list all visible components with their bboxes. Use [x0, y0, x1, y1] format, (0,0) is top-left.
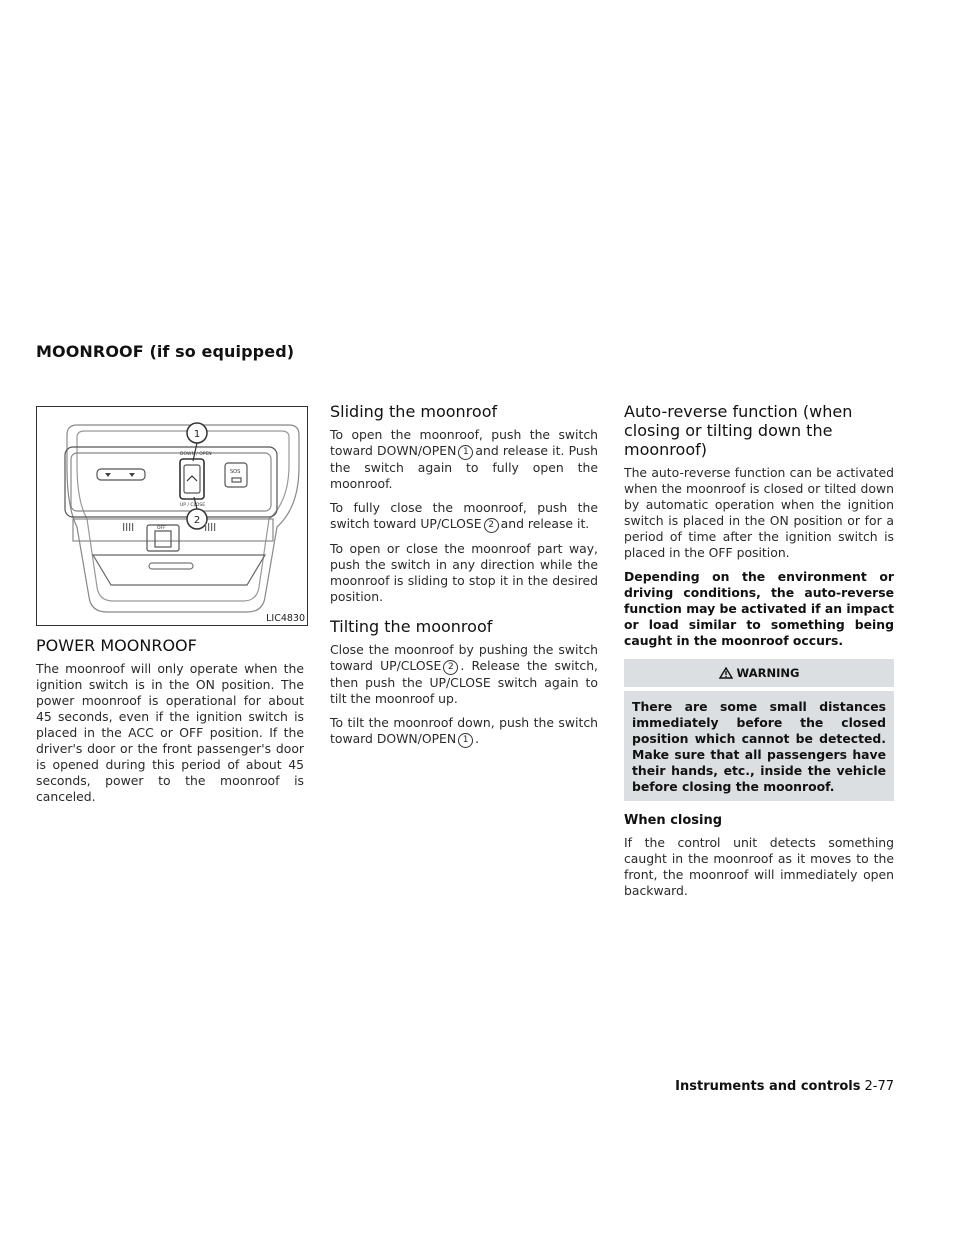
overhead-console-illustration: [37, 407, 308, 626]
sliding-paragraph-3: To open or close the moonroof part way, push the switch in any direction while the moonroof is sliding to stop it in the desired position.: [330, 541, 598, 604]
callout-2-inline: 2: [484, 518, 499, 533]
power-moonroof-paragraph: The moonroof will only operate when the ignition switch is in the ON position. The power moonroof is operational for about 45 seconds, even if the ignition switch is placed in the ACC or OFF position. If the driver's door or the front passenger's door is opened during this period of about 45 seconds, power to the moonroof is canceled.: [36, 661, 304, 804]
page-footer: [675, 1079, 894, 1094]
heading-auto-reverse: Auto-reverse function (when closing or tilting down the moonroof): [624, 402, 853, 459]
callout-1-inline: 1: [458, 733, 473, 748]
heading-tilting: Tilting the moonroof: [330, 617, 493, 636]
up-close-label: UP / CLOSE: [180, 503, 206, 508]
callout-1: 1: [193, 429, 201, 440]
moonroof-switch-figure: [36, 406, 308, 626]
warning-text: There are some small distances immediately before the closed position which cannot be detected. Make sure that all passengers have their hands, etc., inside the vehicle before closing the moonroof.: [624, 691, 894, 801]
warning-title: WARNING: [736, 666, 800, 680]
column-3: [624, 402, 894, 907]
when-closing-paragraph: If the control unit detects something caught in the moonroof as it moves to the front, the moonroof will immediately open backward.: [624, 835, 894, 898]
sliding-paragraph-2: To fully close the moonroof, push the switch toward UP/CLOSE 2 and release it.: [330, 500, 598, 531]
sos-label: SOS: [230, 469, 241, 475]
tilting-paragraph-2: To tilt the moonroof down, push the switch toward DOWN/OPEN 1 .: [330, 715, 598, 746]
tilting-paragraph-1: Close the moonroof by pushing the switch toward UP/CLOSE 2 . Release the switch, then push the UP/CLOSE switch again to tilt the moonroof up.: [330, 642, 598, 706]
warning-header: [624, 659, 894, 687]
auto-reverse-paragraph-2: Depending on the environment or driving conditions, the auto-reverse function may be activated if an impact or load similar to something being caught in the moonroof occurs.: [624, 569, 894, 648]
section-title: MOONROOF (if so equipped): [36, 342, 295, 361]
column-1: [36, 636, 304, 813]
auto-reverse-paragraph-1: The auto-reverse function can be activated when the moonroof is closed or tilted down by automatic operation when the ignition switch is placed in the ON position or for a period of time after the ignition switch is placed in the OFF position.: [624, 465, 894, 560]
callout-2-inline: 2: [443, 660, 458, 675]
figure-code: LIC4830: [266, 613, 305, 624]
callout-1-inline: 1: [458, 445, 473, 460]
off-label: OFF: [157, 526, 166, 531]
callout-2: 2: [193, 515, 201, 526]
subheading-when-closing: When closing: [624, 813, 723, 828]
down-open-label: DOWN / OPEN: [180, 452, 212, 457]
warning-icon: [719, 667, 733, 679]
sliding-paragraph-1: To open the moonroof, push the switch toward DOWN/OPEN 1 and release it. Push the switch again to fully open the moonroof.: [330, 427, 598, 491]
column-2: [330, 402, 598, 756]
footer-section: Instruments and controls: [675, 1079, 861, 1094]
page-number: 2-77: [864, 1079, 894, 1094]
heading-power-moonroof: POWER MOONROOF: [36, 636, 197, 655]
heading-sliding: Sliding the moonroof: [330, 402, 498, 421]
